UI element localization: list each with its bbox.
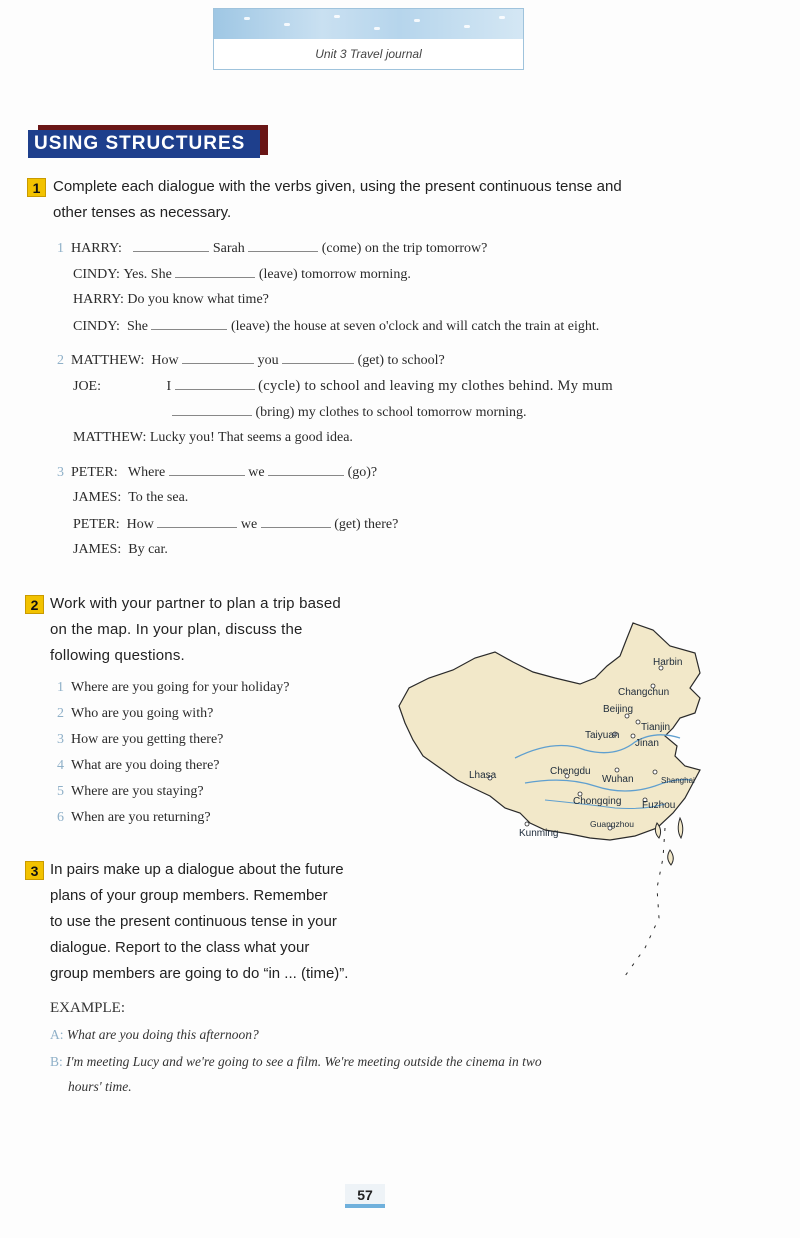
- example-line-a: A: What are you doing this afternoon?: [50, 1027, 259, 1042]
- dialogue-line: HARRY: Do you know what time?: [73, 292, 269, 307]
- china-map: [395, 618, 725, 988]
- city-label-fuzhou: Fuzhou: [642, 800, 676, 811]
- dialogue-line: JOE: I (cycle) to school and leaving my clothes behind. My mum: [73, 378, 613, 394]
- city-label-taiyuan: Taiyuan: [585, 730, 620, 741]
- exercise-instruction: Work with your partner to plan a trip based on the map. In your plan, discuss the following questions.: [50, 595, 341, 664]
- city-label-shanghai: Shanghai: [661, 776, 695, 785]
- section-banner: [28, 125, 268, 159]
- city-label-changchun: Changchun: [618, 687, 670, 698]
- exercise-number: 1: [27, 178, 46, 197]
- dialogue-line: PETER: How we (get) there?: [73, 517, 399, 532]
- city-label-beijing: Beijing: [603, 704, 634, 715]
- dialogue-line: 2 MATTHEW: How you (get) to school?: [57, 353, 445, 368]
- question-item: 1 Where are you going for your holiday?: [57, 680, 290, 695]
- city-label-harbin: Harbin: [653, 657, 683, 668]
- section-title: USING STRUCTURES: [28, 130, 260, 158]
- city-label-jinan: Jinan: [635, 738, 659, 749]
- city-label-guangzhou: Guangzhou: [590, 819, 634, 829]
- unit-title: Unit 3 Travel journal: [315, 47, 422, 61]
- dialogue-line: JAMES: By car.: [73, 542, 168, 557]
- question-item: 2 Who are you going with?: [57, 706, 214, 721]
- header-sky-image: [214, 9, 523, 39]
- exercise-instruction: Complete each dialogue with the verbs given, using the present continuous tense and other tenses as necessary.: [53, 178, 622, 221]
- example-line-b-cont: hours' time.: [68, 1079, 132, 1094]
- exercise-instruction: In pairs make up a dialogue about the future plans of your group members. Remember to use the present continuous tense in your dialogue. Report to the class what your group members are going to do “in ... (time)”.: [50, 861, 349, 982]
- city-label-kunming: Kunming: [519, 828, 559, 839]
- exercise-number: 3: [25, 861, 44, 880]
- question-item: 4 What are you doing there?: [57, 758, 220, 773]
- dialogue-line: 1 HARRY: Sarah (come) on the trip tomorrow?: [57, 241, 488, 256]
- city-label-lhasa: Lhasa: [469, 770, 497, 781]
- exercise-number: 2: [25, 595, 44, 614]
- question-item: 5 Where are you staying?: [57, 784, 204, 799]
- page-number: 57: [345, 1184, 385, 1208]
- unit-header: [213, 8, 524, 70]
- city-label-chongqing: Chongqing: [573, 796, 622, 807]
- question-item: 6 When are you returning?: [57, 810, 211, 825]
- question-item: 3 How are you getting there?: [57, 732, 224, 747]
- city-label-chengdu: Chengdu: [550, 766, 591, 777]
- city-label-wuhan: Wuhan: [602, 774, 634, 785]
- dialogue-line: (bring) my clothes to school tomorrow morning.: [172, 404, 527, 421]
- city-label-tianjin: Tianjin: [641, 722, 671, 733]
- example-label: EXAMPLE:: [50, 1000, 125, 1016]
- dialogue-line: CINDY: Yes. She (leave) tomorrow morning.: [73, 267, 411, 282]
- dialogue-line: 3 PETER: Where we (go)?: [57, 465, 378, 480]
- example-line-b: B: I'm meeting Lucy and we're going to see a film. We're meeting outside the cinema in two: [50, 1054, 542, 1069]
- dialogue-line: CINDY: She (leave) the house at seven o'clock and will catch the train at eight.: [73, 319, 600, 334]
- dialogue-line: JAMES: To the sea.: [73, 490, 189, 505]
- dialogue-line: MATTHEW: Lucky you! That seems a good idea.: [73, 430, 353, 445]
